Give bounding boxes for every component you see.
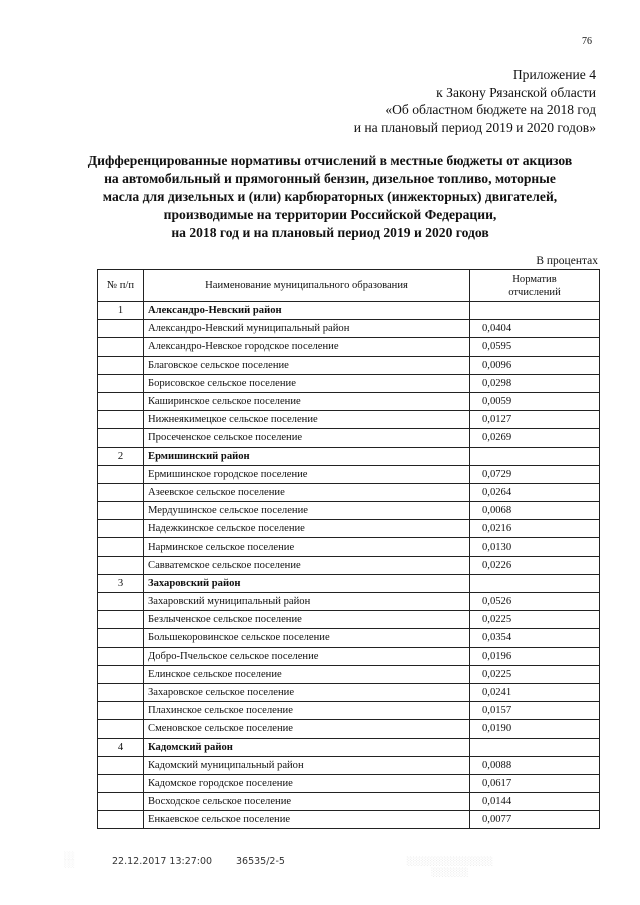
district-row — [98, 302, 600, 320]
cell-number — [98, 538, 144, 556]
table-row — [98, 756, 600, 774]
appendix-line-3: «Об областном бюджете на 2018 год — [385, 102, 596, 117]
appendix-note — [176, 66, 596, 136]
cell-norm: 0,0096 — [470, 356, 600, 374]
table-row — [98, 629, 600, 647]
cell-norm: 0,0144 — [470, 793, 600, 811]
table-row — [98, 483, 600, 501]
cell-norm: 0,0729 — [470, 465, 600, 483]
table-row — [98, 429, 600, 447]
cell-name: Восходское сельское поселение — [144, 793, 470, 811]
cell-number — [98, 793, 144, 811]
cell-norm: 0,0264 — [470, 483, 600, 501]
cell-number — [98, 411, 144, 429]
title-line-4: производимые на территории Российской Федерации, — [163, 207, 497, 222]
cell-norm: 0,0190 — [470, 720, 600, 738]
cell-norm: 0,0157 — [470, 702, 600, 720]
title-line-5: на 2018 год и на плановый период 2019 и 2020 годов — [171, 225, 489, 240]
cell-number — [98, 611, 144, 629]
cell-name: Захаровский муниципальный район — [144, 593, 470, 611]
cell-number — [98, 556, 144, 574]
cell-name: Елинское сельское поселение — [144, 665, 470, 683]
header-name: Наименование муниципального образования — [144, 270, 470, 302]
cell-number — [98, 356, 144, 374]
cell-name: Большекоровинское сельское поселение — [144, 629, 470, 647]
table-row — [98, 720, 600, 738]
cell-norm: 0,0216 — [470, 520, 600, 538]
cell-norm — [470, 302, 600, 320]
table-row — [98, 338, 600, 356]
cell-norm: 0,0088 — [470, 756, 600, 774]
cell-name: Безлыченское сельское поселение — [144, 611, 470, 629]
title-line-1: Дифференцированные нормативы отчислений в местные бюджеты от акцизов — [87, 153, 573, 168]
cell-number — [98, 683, 144, 701]
cell-name: Савватемское сельское поселение — [144, 556, 470, 574]
appendix-line-4: и на плановый период 2019 и 2020 годов» — [353, 119, 596, 135]
header-number: № п/п — [98, 270, 144, 302]
table-row — [98, 538, 600, 556]
cell-name: Сменовское сельское поселение — [144, 720, 470, 738]
cell-number — [98, 720, 144, 738]
cell-number — [98, 483, 144, 501]
cell-number: 3 — [98, 574, 144, 592]
cell-name: Просеченское сельское поселение — [144, 429, 470, 447]
page-number: 76 — [582, 36, 592, 47]
table-row — [98, 611, 600, 629]
cell-name: Мердушинское сельское поселение — [144, 502, 470, 520]
district-row — [98, 447, 600, 465]
table-row — [98, 374, 600, 392]
cell-norm: 0,0127 — [470, 411, 600, 429]
header-norm-line-2: отчислений — [508, 286, 561, 298]
table-row — [98, 811, 600, 829]
cell-norm: 0,0404 — [470, 320, 600, 338]
cell-norm: 0,0225 — [470, 665, 600, 683]
cell-name: Благовское сельское поселение — [144, 356, 470, 374]
table-row — [98, 793, 600, 811]
cell-norm: 0,0077 — [470, 811, 600, 829]
cell-name: Борисовское сельское поселение — [144, 374, 470, 392]
cell-norm: 0,0068 — [470, 502, 600, 520]
header-norm — [470, 270, 600, 302]
cell-norm: 0,0226 — [470, 556, 600, 574]
cell-name: Добро-Пчельское сельское поселение — [144, 647, 470, 665]
table-row — [98, 556, 600, 574]
cell-number — [98, 502, 144, 520]
header-norm-line-1: Норматив — [512, 273, 557, 285]
cell-number: 4 — [98, 738, 144, 756]
cell-number — [98, 629, 144, 647]
table-header-row — [98, 270, 600, 302]
cell-number — [98, 374, 144, 392]
cell-name: Захаровский район — [144, 574, 470, 592]
cell-norm: 0,0225 — [470, 611, 600, 629]
cell-name: Ермишинское городское поселение — [144, 465, 470, 483]
cell-number — [98, 756, 144, 774]
table-row — [98, 502, 600, 520]
cell-number — [98, 774, 144, 792]
cell-name: Александро-Невский муниципальный район — [144, 320, 470, 338]
table-row — [98, 356, 600, 374]
cell-number — [98, 320, 144, 338]
appendix-line-2: к Закону Рязанской области — [436, 84, 596, 100]
table-row — [98, 520, 600, 538]
cell-name: Александро-Невский район — [144, 302, 470, 320]
cell-norm: 0,0130 — [470, 538, 600, 556]
cell-number — [98, 429, 144, 447]
cell-name: Кадомский район — [144, 738, 470, 756]
table-row — [98, 683, 600, 701]
cell-name: Ермишинский район — [144, 447, 470, 465]
norms-table — [97, 269, 600, 829]
cell-norm: 0,0196 — [470, 647, 600, 665]
appendix-line-1: Приложение 4 — [512, 67, 596, 82]
units-label: В процентах — [536, 255, 598, 267]
table-row — [98, 320, 600, 338]
title-line-2: на автомобильный и прямогонный бензин, дизельное топливо, моторные — [104, 171, 556, 186]
table-row — [98, 392, 600, 410]
document-title — [40, 152, 620, 242]
cell-name: Кадомский муниципальный район — [144, 756, 470, 774]
cell-number — [98, 665, 144, 683]
table-row — [98, 702, 600, 720]
table-row — [98, 665, 600, 683]
cell-number — [98, 392, 144, 410]
cell-norm: 0,0241 — [470, 683, 600, 701]
footer-code: 36535/2-5 — [236, 856, 285, 867]
cell-name: Александро-Невское городское поселение — [144, 338, 470, 356]
cell-norm: 0,0059 — [470, 392, 600, 410]
cell-name: Енкаевское сельское поселение — [144, 811, 470, 829]
cell-norm: 0,0595 — [470, 338, 600, 356]
title-line-3: масла для дизельных и (или) карбюраторных (инжекторных) двигателей, — [102, 189, 558, 204]
cell-name: Каширинское сельское поселение — [144, 392, 470, 410]
cell-number — [98, 465, 144, 483]
cell-name: Азеевское сельское поселение — [144, 483, 470, 501]
cell-name: Нарминское сельское поселение — [144, 538, 470, 556]
cell-name: Плахинское сельское поселение — [144, 702, 470, 720]
faint-stamp-mark: ░░ ░░ — [64, 852, 75, 868]
cell-norm: 0,0354 — [470, 629, 600, 647]
cell-norm — [470, 574, 600, 592]
cell-name: Кадомское городское поселение — [144, 774, 470, 792]
cell-number: 2 — [98, 447, 144, 465]
table-row — [98, 647, 600, 665]
district-row — [98, 738, 600, 756]
cell-name: Нижнеякимецкое сельское поселение — [144, 411, 470, 429]
district-row — [98, 574, 600, 592]
cell-number — [98, 811, 144, 829]
cell-norm: 0,0526 — [470, 593, 600, 611]
cell-number — [98, 702, 144, 720]
table-row — [98, 593, 600, 611]
faint-watermark: ░░░░░░░░░░░░░░ ░░░░░░ — [406, 857, 494, 877]
table-row — [98, 774, 600, 792]
cell-number — [98, 593, 144, 611]
cell-norm — [470, 447, 600, 465]
cell-norm — [470, 738, 600, 756]
table-row — [98, 465, 600, 483]
cell-norm: 0,0298 — [470, 374, 600, 392]
cell-name: Захаровское сельское поселение — [144, 683, 470, 701]
cell-norm: 0,0617 — [470, 774, 600, 792]
table-row — [98, 411, 600, 429]
cell-number — [98, 520, 144, 538]
cell-number: 1 — [98, 302, 144, 320]
cell-name: Надежкинское сельское поселение — [144, 520, 470, 538]
table-body — [98, 302, 600, 829]
footer-date: 22.12.2017 13:27:00 — [112, 856, 213, 867]
cell-number — [98, 338, 144, 356]
cell-number — [98, 647, 144, 665]
cell-norm: 0,0269 — [470, 429, 600, 447]
